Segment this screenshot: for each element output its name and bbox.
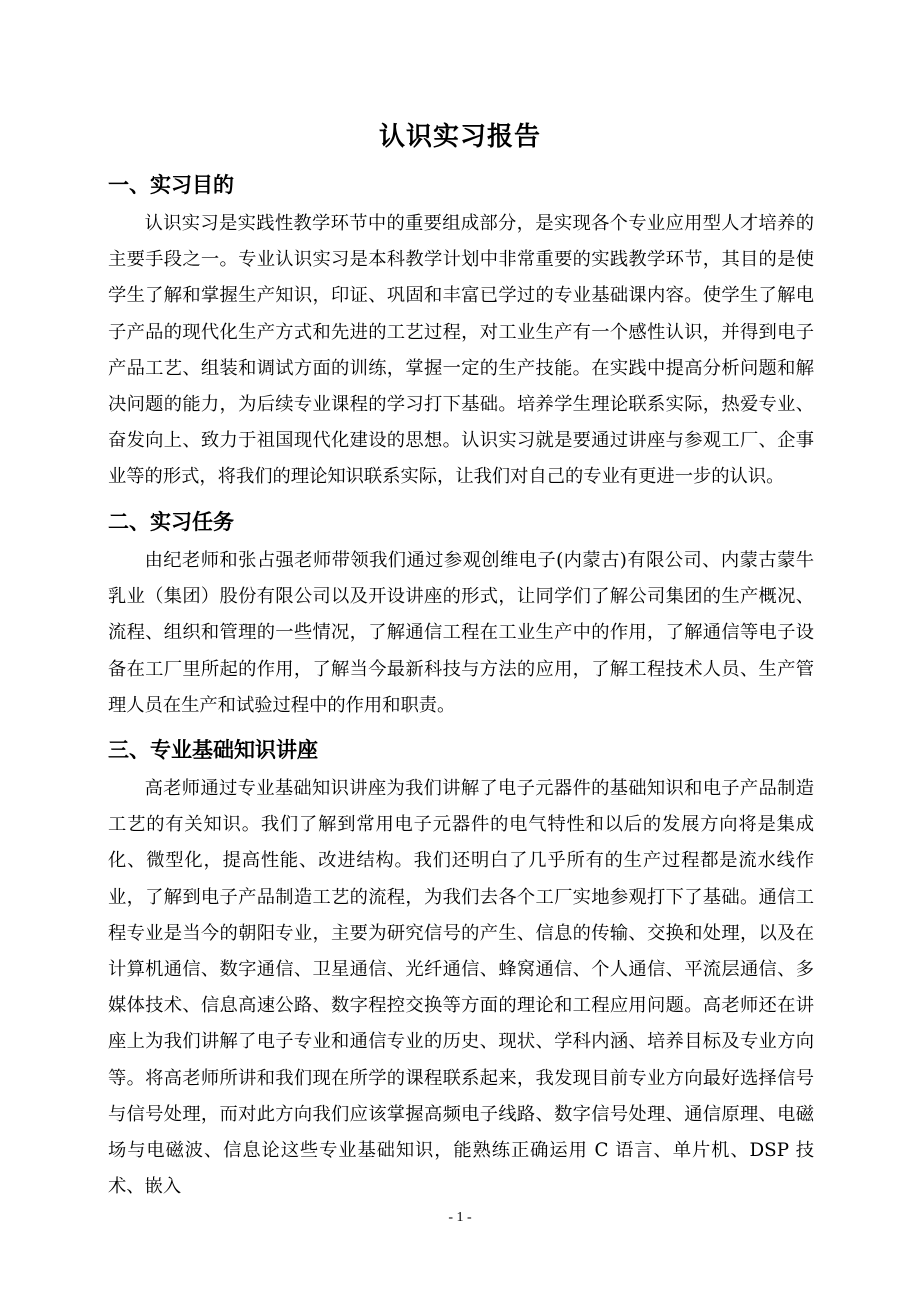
section-heading-purpose: 一、实习目的	[108, 173, 234, 197]
section-paragraph-task: 由纪老师和张占强老师带领我们通过参观创维电子(内蒙古)有限公司、内蒙古蒙牛乳业（集团）股份有限公司以及开设讲座的形式，让同学们了解公司集团的生产概况、流程、组织和管理的一些情况，了解通信工程在工业生产中的作用，了解通信等电子设备在工厂里所起的作用，了解当今最新科技与方法的应用，了解工程技术人员、生产管理人员在生产和试验过程中的作用和职责。	[108, 550, 814, 716]
section-paragraph-lecture: 高老师通过专业基础知识讲座为我们讲解了电子元器件的基础知识和电子产品制造工艺的有关知识。我们了解到常用电子元器件的电气特性和以后的发展方向将是集成化、微型化，提高性能、改进结构。我们还明白了几乎所有的生产过程都是流水线作业，了解到电子产品制造工艺的流程，为我们去各个工厂实地参观打下了基础。通信工程专业是当今的朝阳专业，主要为研究信号的产生、信息的传输、交换和处理，以及在计算机通信、数字通信、卫星通信、光纤通信、蜂窝通信、个人通信、平流层通信、多媒体技术、信息高速公路、数字程控交换等方面的理论和工程应用问题。高老师还在讲座上为我们讲解了电子专业和通信专业的历史、现状、学科内涵、培养目标及专业方向等。将高老师所讲和我们现在所学的课程联系起来，我发现目前专业方向最好选择信号与信号处理，而对此方向我们应该掌握高频电子线路、数字信号处理、通信原理、电磁场与电磁波、信息论这些专业基础知识，能熟练正确运用 C 语言、单片机、DSP 技术、嵌入	[108, 778, 814, 1198]
section-heading-lecture: 三、专业基础知识讲座	[108, 738, 318, 762]
page-number: - 1 -	[448, 1210, 472, 1225]
section-heading-task: 二、实习任务	[108, 510, 234, 534]
section-paragraph-purpose: 认识实习是实践性教学环节中的重要组成部分，是实现各个专业应用型人才培养的主要手段之一。专业认识实习是本科教学计划中非常重要的实践教学环节，其目的是使学生了解和掌握生产知识，印证、巩固和丰富已学过的专业基础课内容。使学生了解电子产品的现代化生产方式和先进的工艺过程，对工业生产有一个感性认识，并得到电子产品工艺、组装和调试方面的训练，掌握一定的生产技能。在实践中提高分析问题和解决问题的能力，为后续专业课程的学习打下基础。培养学生理论联系实际，热爱专业、奋发向上、致力于祖国现代化建设的思想。认识实习就是要通过讲座与参观工厂、企事业等的形式，将我们的理论知识联系实际，让我们对自己的专业有更进一步的认识。	[108, 213, 814, 488]
document-title: 认识实习报告	[378, 122, 541, 152]
